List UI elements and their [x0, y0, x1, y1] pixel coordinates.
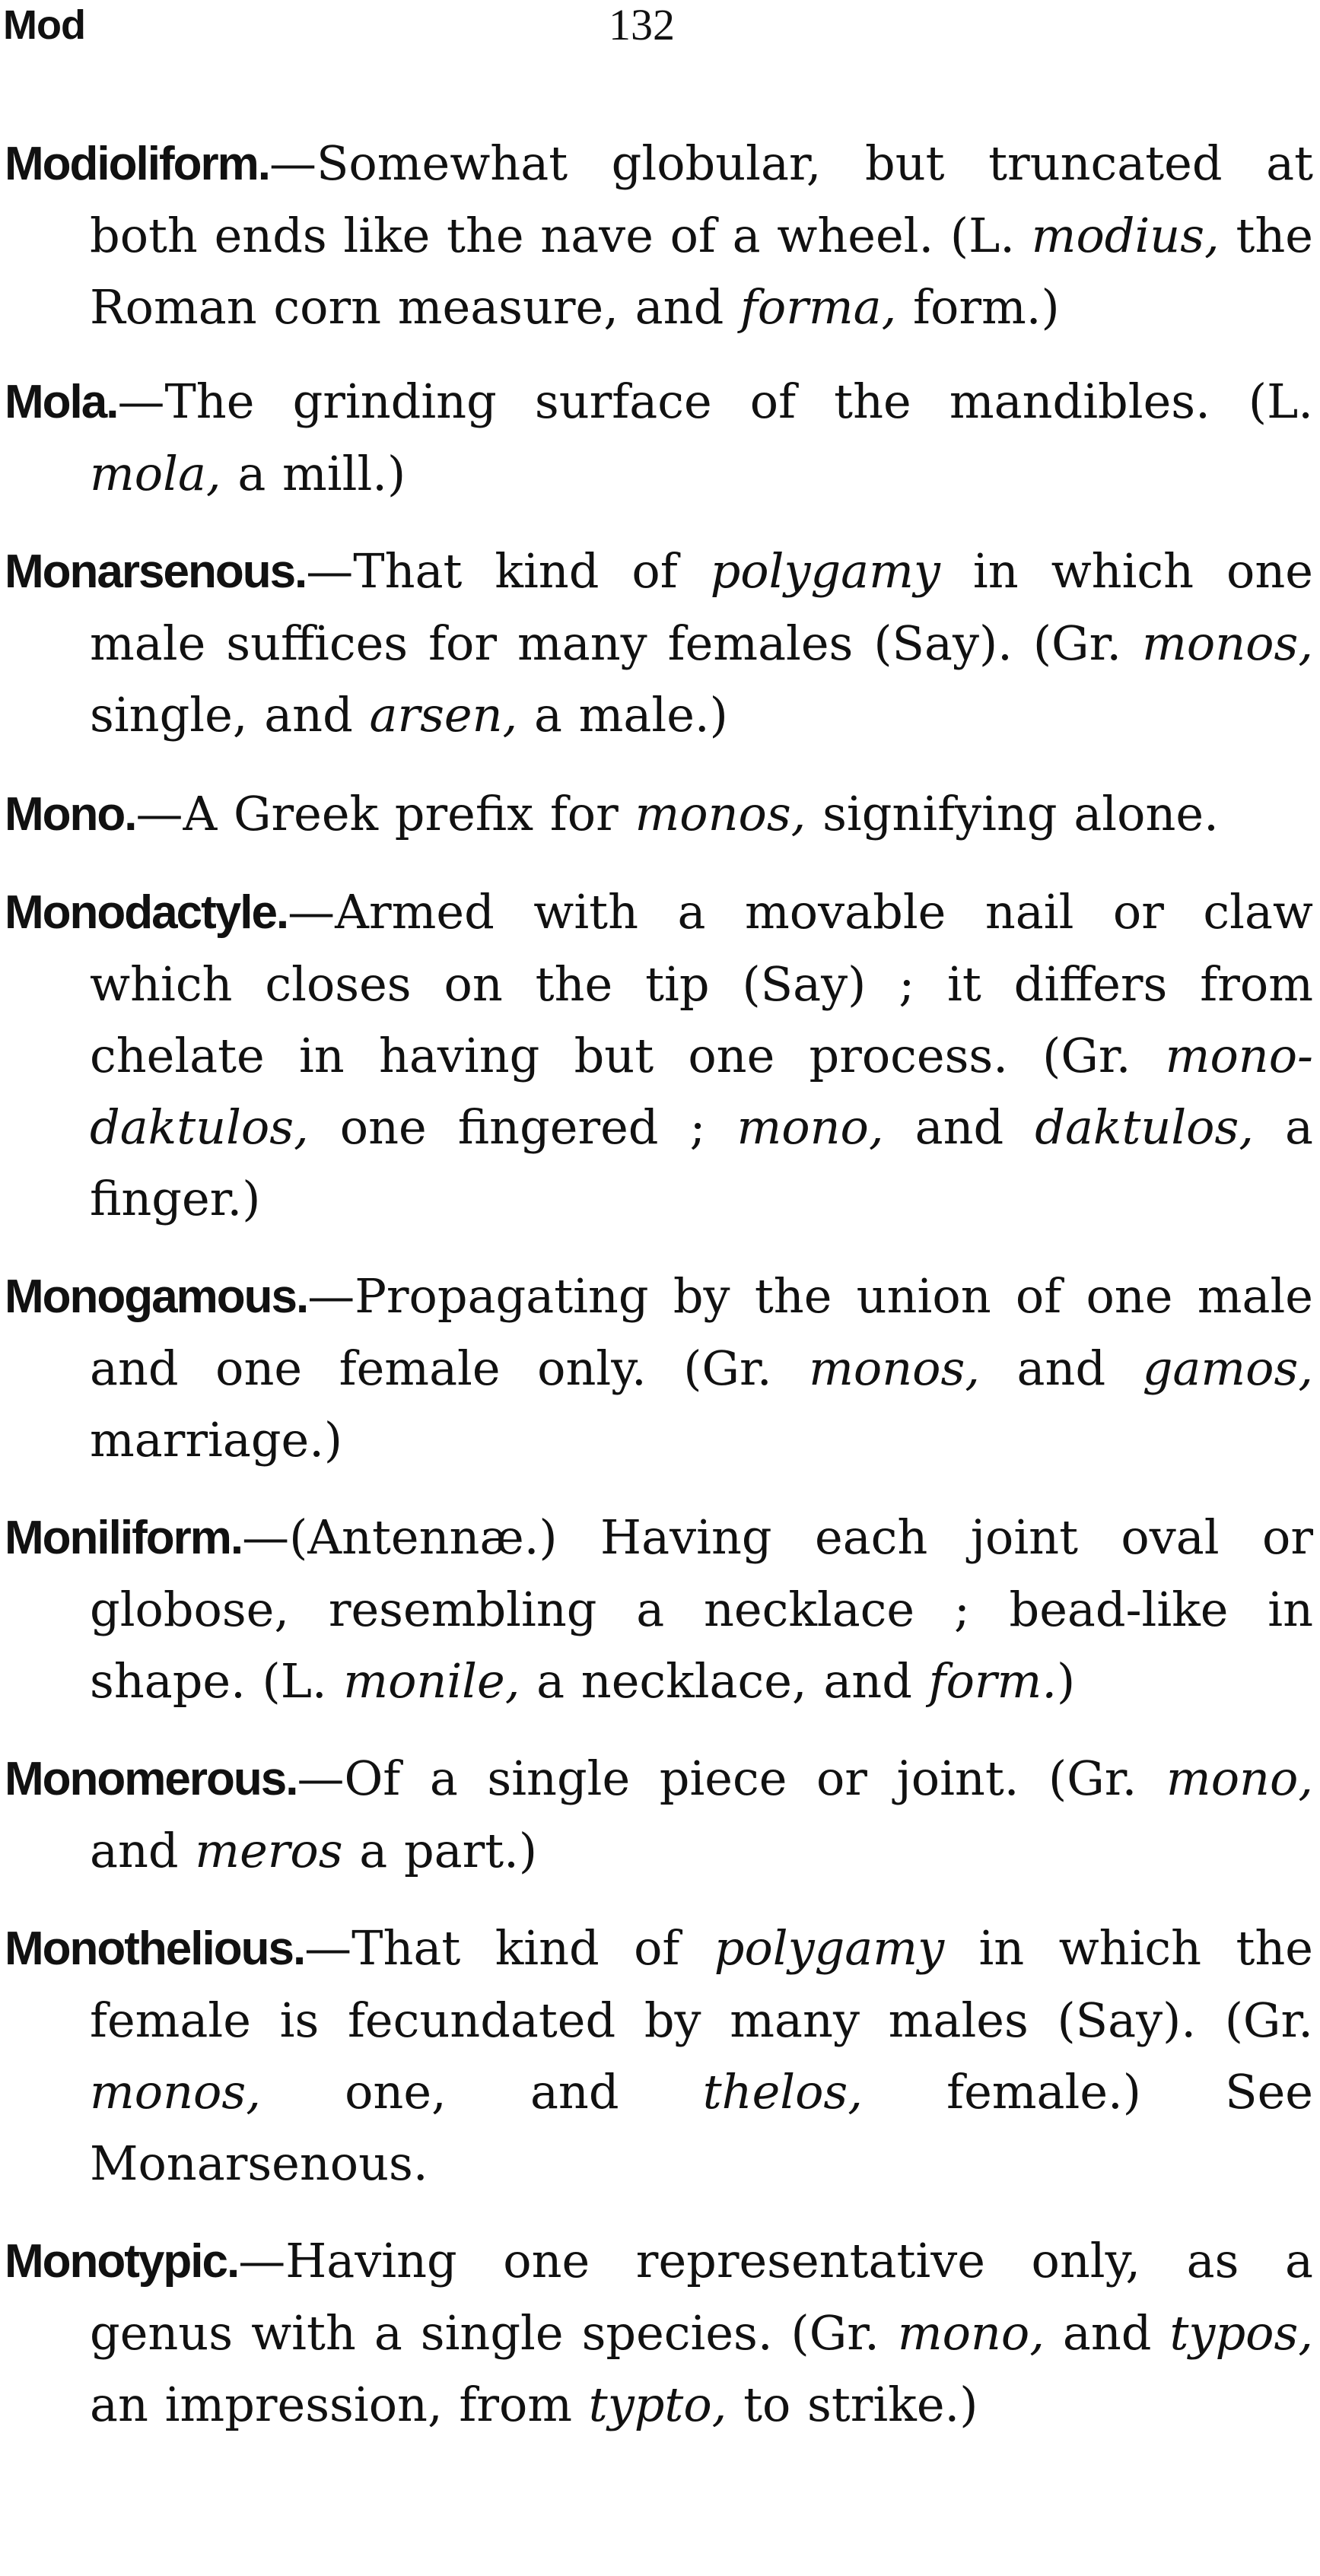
entry-headword: Modioliform. — [5, 138, 269, 190]
entry-text: —A Greek prefix for — [135, 786, 635, 841]
page-number: 132 — [609, 0, 675, 49]
entry-italic-term: mono, — [1166, 1751, 1313, 1806]
running-head-word: Mod — [3, 2, 85, 48]
entry-headword: Monomerous. — [5, 1753, 297, 1805]
entry-text: —The grinding surface of the mandibles. (L. — [117, 374, 1313, 429]
entry-italic-term: monos, — [809, 1340, 980, 1396]
entry-headword: Monodactyle. — [5, 886, 288, 939]
entry-italic-term: mono-daktulos, — [90, 1028, 1313, 1155]
entry-text: a finger.) — [90, 1099, 1314, 1226]
entry-italic-term: monile, — [343, 1653, 520, 1709]
entry-text: marriage.) — [90, 1412, 343, 1468]
entry-text: in which the female is fecundated by many males (Say). (Gr. — [90, 1920, 1313, 2048]
entry-text: a male.) — [517, 687, 728, 743]
glossary-entry — [5, 366, 1313, 510]
entry-text: ) — [1057, 1653, 1076, 1709]
entry-text: form.) — [896, 279, 1060, 335]
entry-italic-term: mono, — [736, 1099, 884, 1155]
entry-headword: Monogamous. — [5, 1271, 308, 1323]
entry-italic-term: mono, — [897, 2305, 1045, 2361]
running-head — [0, 0, 1320, 61]
entry-text: single, and — [90, 687, 370, 743]
entry-text: —Armed with a movable nail or claw which closes on the tip (Say) ; it differs from chelate in having but one process. (Gr. — [90, 884, 1313, 1083]
entry-headword: Monothelious. — [5, 1922, 305, 1975]
entry-text: one, and — [260, 2064, 703, 2120]
entry-italic-term: arsen, — [369, 687, 518, 743]
entry-headword: Monotypic. — [5, 2235, 239, 2288]
entry-text: —That kind of — [306, 543, 711, 599]
entry-headword: Moniliform. — [5, 1512, 243, 1564]
glossary-entry — [5, 1261, 1313, 1476]
entry-italic-term: daktulos, — [1035, 1099, 1254, 1155]
glossary-entry — [5, 876, 1313, 1235]
entry-text: a mill.) — [221, 446, 406, 501]
entry-text: to strike.) — [727, 2377, 978, 2432]
entry-italic-term: modius, — [1031, 208, 1220, 263]
entry-italic-term: polygamy — [714, 1920, 945, 1976]
entry-italic-term: monos, — [635, 786, 806, 841]
entry-italic-term: monos, — [90, 2064, 261, 2120]
entry-text: —Of a single piece or joint. (Gr. — [297, 1751, 1166, 1806]
entry-headword: Mola. — [5, 376, 118, 428]
entry-text: —(Antennæ.) Having each joint oval or globose, resembling a necklace ; bead-like in shape. (L. — [90, 1509, 1313, 1709]
entry-text: —That kind of — [304, 1920, 714, 1976]
glossary-entry — [5, 2225, 1313, 2441]
entry-italic-term: typto, — [588, 2377, 727, 2432]
glossary-entry — [5, 536, 1313, 751]
glossary-entry — [5, 128, 1313, 343]
entry-text: —Having one representative only, as a genus with a single species. (Gr. — [90, 2233, 1313, 2361]
glossary-entry — [5, 1913, 1313, 2199]
glossary-entry — [5, 1743, 1313, 1887]
entry-text: and — [883, 1099, 1035, 1155]
entry-italic-term: mola, — [90, 446, 221, 501]
entry-italic-term: polygamy — [710, 543, 940, 599]
entry-text: and — [1044, 2305, 1170, 2361]
entry-italic-term: thelos, — [702, 2064, 863, 2120]
entry-text: female.) See Monarsenous. — [90, 2064, 1313, 2191]
entry-text: the Roman corn measure, and — [90, 208, 1313, 335]
entry-text: a necklace, and — [520, 1653, 929, 1709]
entry-headword: Monarsenous. — [5, 545, 307, 598]
glossary-entries — [5, 128, 1313, 2441]
glossary-entry — [5, 778, 1313, 851]
entry-headword: Mono. — [5, 788, 136, 841]
entry-text: —Somewhat globular, but truncated at both ends like the nave of a wheel. (L. — [90, 135, 1313, 263]
entry-text: one fingered ; — [308, 1099, 737, 1155]
entry-italic-term: forma, — [740, 279, 897, 335]
entry-text: and — [980, 1340, 1143, 1396]
glossary-entry — [5, 1502, 1313, 1717]
entry-text: signifying alone. — [806, 786, 1219, 841]
entry-italic-term: monos, — [1142, 615, 1313, 671]
entry-italic-term: gamos, — [1142, 1340, 1314, 1396]
entry-text: and — [90, 1823, 196, 1878]
entry-italic-term: form. — [928, 1653, 1058, 1709]
entry-italic-term: meros — [195, 1823, 343, 1878]
entry-italic-term: typos, — [1169, 2305, 1313, 2361]
entry-text: in which one male suffices for many females (Say). (Gr. — [90, 543, 1313, 671]
entry-text: —Propagating by the union of one male and one female only. (Gr. — [90, 1268, 1313, 1396]
entry-text: a part.) — [342, 1823, 538, 1878]
entry-text: an impression, from — [90, 2377, 589, 2432]
